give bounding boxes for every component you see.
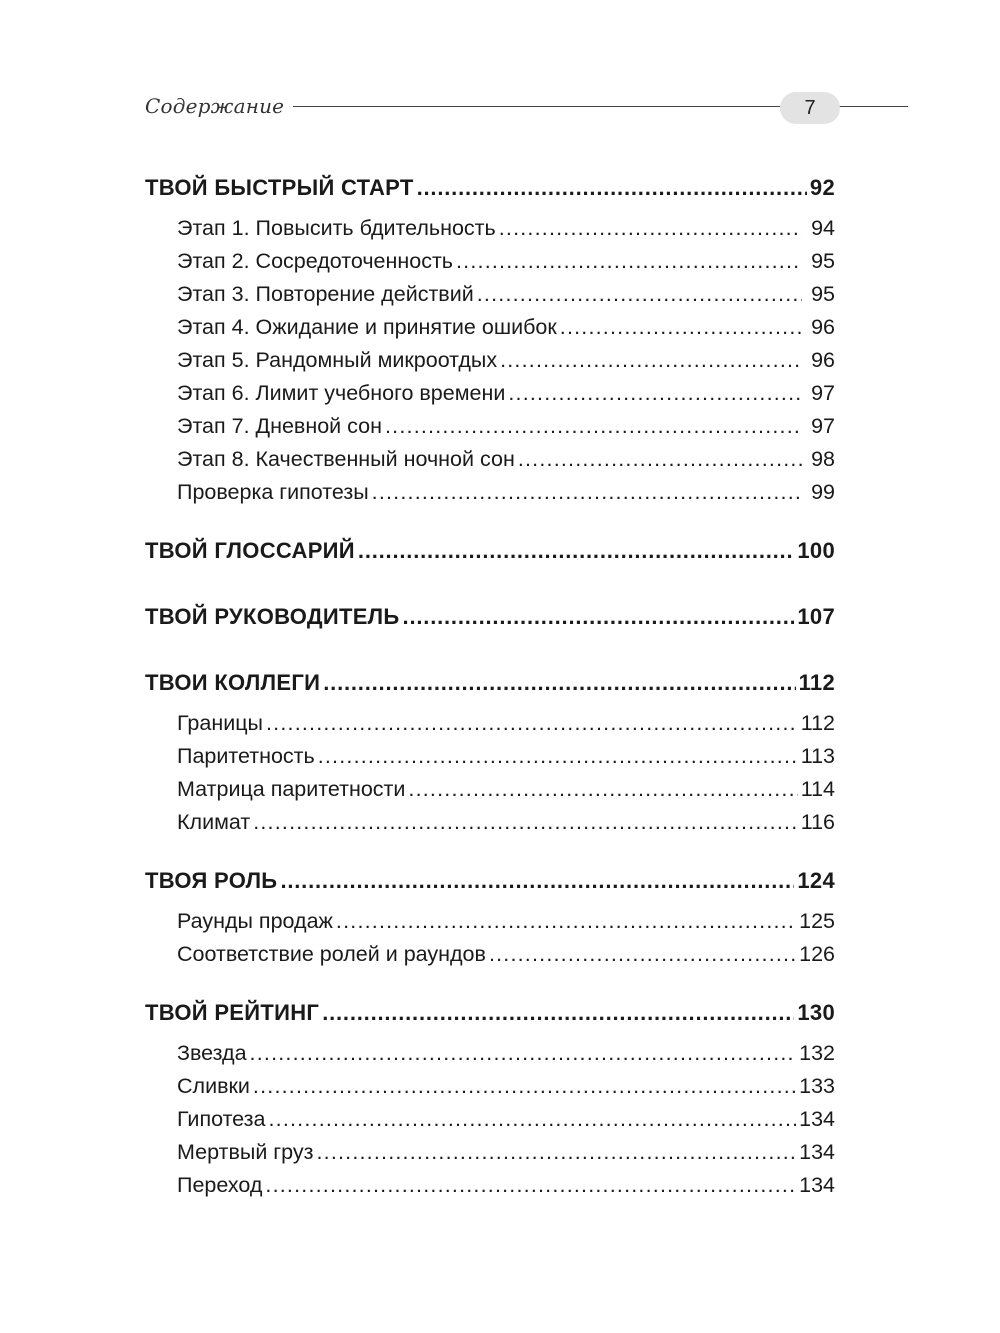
chapter-title: ТВОЙ ГЛОССАРИЙ	[145, 538, 355, 563]
toc-chapter-entry[interactable]	[145, 172, 835, 212]
toc-subsection-entry[interactable]	[145, 1103, 835, 1136]
toc-chapter-entry[interactable]	[145, 997, 835, 1037]
subsection-page-number: 96	[811, 315, 835, 339]
subsection-title: Этап 1. Повысить бдительность	[177, 216, 496, 240]
dot-leader	[336, 905, 796, 938]
dot-leader	[477, 278, 802, 311]
toc-subsection-entry[interactable]	[145, 212, 835, 245]
subsection-title: Звезда	[177, 1041, 247, 1065]
subsection-title: Этап 2. Сосредоточенность	[177, 249, 453, 273]
toc-subsection-entry[interactable]	[145, 245, 835, 278]
subsection-page-number: 113	[800, 744, 835, 768]
dot-leader	[508, 377, 802, 410]
subsection-page-number: 97	[811, 414, 835, 438]
subsection-title: Этап 4. Ожидание и принятие ошибок	[177, 315, 557, 339]
page-number-badge: 7	[780, 92, 840, 124]
chapter-page-number: 124	[797, 868, 835, 893]
dot-leader	[280, 865, 794, 897]
dot-leader	[250, 1037, 797, 1070]
toc-section	[145, 997, 835, 1202]
toc-section	[145, 601, 835, 641]
subsection-page-number: 134	[799, 1107, 835, 1131]
subsection-title: Границы	[177, 711, 263, 735]
toc-chapter-entry[interactable]	[145, 601, 835, 641]
dot-leader	[265, 1169, 796, 1202]
dot-leader	[358, 535, 794, 567]
dot-leader	[318, 740, 798, 773]
subsection-page-number: 125	[799, 909, 835, 933]
toc-subsection-entry[interactable]	[145, 1136, 835, 1169]
dot-leader	[323, 667, 795, 699]
dot-leader	[518, 443, 802, 476]
toc-subsection-entry[interactable]	[145, 1037, 835, 1070]
toc-subsection-entry[interactable]	[145, 905, 835, 938]
subsection-page-number: 95	[811, 249, 835, 273]
toc-subsection-entry[interactable]	[145, 740, 835, 773]
toc-section	[145, 865, 835, 971]
chapter-page-number: 100	[797, 538, 835, 563]
dot-leader	[266, 707, 798, 740]
subsection-page-number: 132	[799, 1041, 835, 1065]
toc-subsection-entry[interactable]	[145, 377, 835, 410]
running-title: Содержание	[145, 94, 285, 118]
chapter-page-number: 92	[809, 175, 835, 200]
dot-leader	[372, 476, 802, 509]
dot-leader	[253, 806, 798, 839]
dot-leader	[385, 410, 802, 443]
dot-leader	[253, 1070, 796, 1103]
toc-subsection-entry[interactable]	[145, 938, 835, 971]
subsection-page-number: 98	[811, 447, 835, 471]
dot-leader	[322, 997, 794, 1029]
subsection-page-number: 134	[799, 1173, 835, 1197]
subsection-page-number: 114	[800, 777, 835, 801]
subsection-page-number: 97	[811, 381, 835, 405]
chapter-title: ТВОЙ РУКОВОДИТЕЛЬ	[145, 604, 400, 629]
subsection-title: Климат	[177, 810, 251, 834]
subsection-page-number: 116	[800, 810, 835, 834]
running-header	[145, 92, 840, 126]
toc-section	[145, 172, 835, 509]
subsection-page-number: 96	[811, 348, 835, 372]
toc-chapter-entry[interactable]	[145, 865, 835, 905]
chapter-title: ТВОИ КОЛЛЕГИ	[145, 670, 321, 695]
subsection-title: Матрица паритетности	[177, 777, 406, 801]
dot-leader	[316, 1136, 796, 1169]
toc-subsection-entry[interactable]	[145, 443, 835, 476]
subsection-page-number: 133	[799, 1074, 835, 1098]
subsection-page-number: 112	[800, 711, 835, 735]
toc-subsection-entry[interactable]	[145, 311, 835, 344]
dot-leader	[499, 212, 802, 245]
toc-subsection-entry[interactable]	[145, 1070, 835, 1103]
toc-subsection-entry[interactable]	[145, 344, 835, 377]
subsection-title: Переход	[177, 1173, 263, 1197]
dot-leader	[456, 245, 802, 278]
table-of-contents	[145, 172, 835, 1202]
subsection-title: Этап 7. Дневной сон	[177, 414, 382, 438]
subsection-title: Этап 6. Лимит учебного времени	[177, 381, 506, 405]
toc-subsection-entry[interactable]	[145, 806, 835, 839]
dot-leader	[560, 311, 802, 344]
subsection-title: Этап 3. Повторение действий	[177, 282, 474, 306]
chapter-page-number: 130	[797, 1000, 835, 1025]
subsection-title: Проверка гипотезы	[177, 480, 369, 504]
subsection-title: Паритетность	[177, 744, 315, 768]
subsection-page-number: 99	[811, 480, 835, 504]
chapter-page-number: 112	[798, 670, 835, 695]
dot-leader	[417, 172, 807, 204]
chapter-title: ТВОЙ РЕЙТИНГ	[145, 1000, 320, 1025]
toc-subsection-entry[interactable]	[145, 278, 835, 311]
dot-leader	[268, 1103, 796, 1136]
subsection-page-number: 94	[811, 216, 835, 240]
subsection-title: Сливки	[177, 1074, 250, 1098]
dot-leader	[489, 938, 796, 971]
subsection-page-number: 95	[811, 282, 835, 306]
subsection-page-number: 126	[799, 942, 835, 966]
dot-leader	[403, 601, 795, 633]
toc-subsection-entry[interactable]	[145, 1169, 835, 1202]
toc-subsection-entry[interactable]	[145, 773, 835, 806]
chapter-page-number: 107	[797, 604, 835, 629]
subsection-page-number: 134	[799, 1140, 835, 1164]
chapter-title: ТВОЯ РОЛЬ	[145, 868, 278, 893]
subsection-title: Соответствие ролей и раундов	[177, 942, 486, 966]
dot-leader	[408, 773, 797, 806]
subsection-title: Этап 5. Рандомный микроотдых	[177, 348, 498, 372]
toc-section	[145, 535, 835, 575]
toc-subsection-entry[interactable]	[145, 707, 835, 740]
subsection-title: Этап 8. Качественный ночной сон	[177, 447, 515, 471]
toc-chapter-entry[interactable]	[145, 535, 835, 575]
subsection-title: Гипотеза	[177, 1107, 266, 1131]
subsection-title: Раунды продаж	[177, 909, 333, 933]
toc-chapter-entry[interactable]	[145, 667, 835, 707]
toc-section	[145, 667, 835, 839]
chapter-title: ТВОЙ БЫСТРЫЙ СТАРТ	[145, 175, 414, 200]
subsection-title: Мертвый груз	[177, 1140, 314, 1164]
toc-subsection-entry[interactable]	[145, 476, 835, 509]
dot-leader	[500, 344, 802, 377]
toc-subsection-entry[interactable]	[145, 410, 835, 443]
